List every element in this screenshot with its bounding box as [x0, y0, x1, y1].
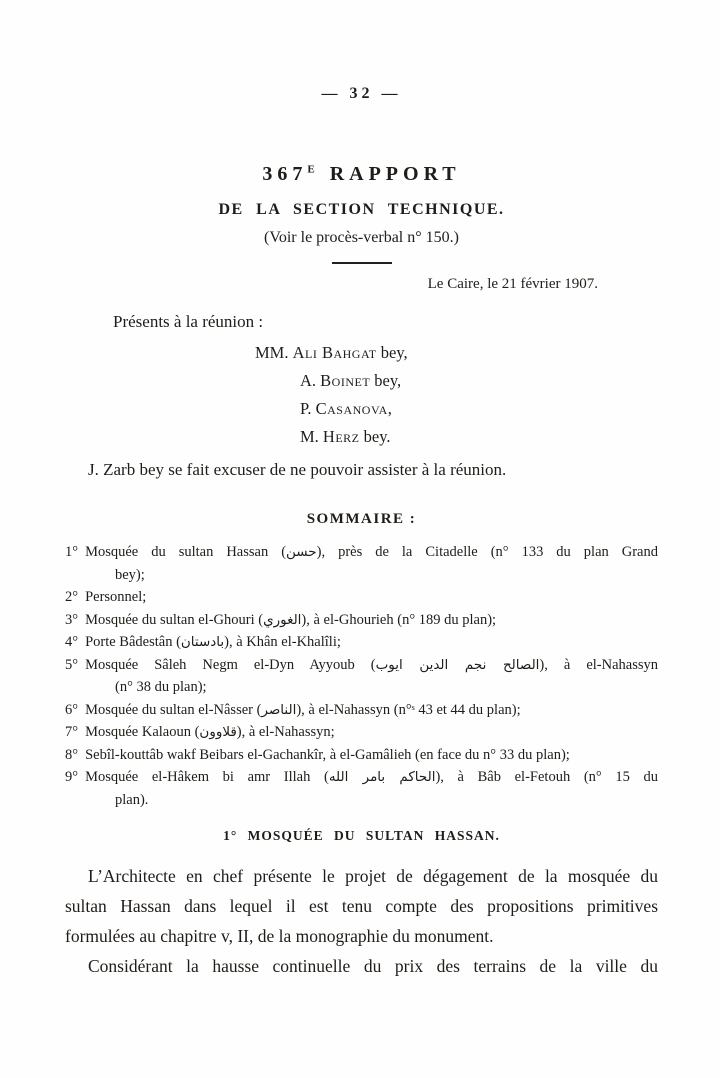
- sommaire-item: [65, 541, 658, 586]
- sommaire-item-line: [65, 631, 658, 654]
- sommaire-item-text: ), à el-Nahassyn;: [236, 724, 335, 740]
- divider-rule: [332, 262, 392, 264]
- sommaire-item-continuation: bey);: [115, 566, 145, 583]
- sommaire-item-text: Mosquée du sultan el-Ghouri (: [85, 611, 264, 628]
- sommaire-item-line: [65, 654, 658, 677]
- page-number: — 32 —: [321, 85, 402, 102]
- paragraph-line: L’Architecte en chef présente le projet de dégagement de la mosquée du: [88, 866, 658, 886]
- sommaire-item-arabic: الصالح نجم الدين ايوب: [375, 656, 540, 673]
- sommaire-item-line: [65, 766, 658, 789]
- attendee-name: Herz: [322, 427, 360, 446]
- sommaire-item-line: [65, 609, 658, 632]
- attendee-suffix: bey,: [370, 371, 402, 390]
- sommaire-item-arabic: قلاوون: [199, 724, 237, 740]
- sommaire-item-arabic: حسن: [286, 544, 317, 560]
- sommaire-item-line: [65, 586, 658, 609]
- sommaire-item-number: 3°: [65, 611, 79, 628]
- attendee-list: [65, 339, 658, 451]
- attendee-suffix: bey,: [376, 343, 408, 362]
- paragraph-line: formulées au chapitre v, II, de la monographie du monument.: [65, 926, 494, 946]
- attendee-suffix: ,: [387, 399, 392, 418]
- sommaire-item-arabic: بادستان: [180, 634, 225, 650]
- sommaire-item-text: ), à el-Nahassyn: [539, 656, 658, 673]
- dateline: Le Caire, le 21 février 1907.: [427, 276, 598, 292]
- attendee-line: [255, 395, 658, 423]
- sommaire-item-number: 6°: [65, 701, 79, 718]
- report-number-ordinal: E: [307, 163, 316, 176]
- sommaire-item-text: Porte Bâdestân (: [85, 634, 181, 650]
- attendee-line: [255, 423, 658, 451]
- sommaire-item-line: [65, 721, 658, 744]
- sommaire-item-arabic: الحاكم بامر الله: [328, 769, 436, 785]
- sommaire-item-number: 4°: [65, 634, 79, 650]
- attendee-line: [255, 367, 658, 395]
- sommaire-item-text: Mosquée du sultan el-Nâsser (: [85, 701, 262, 718]
- sommaire-item: [65, 586, 658, 609]
- attendee-prefix: M.: [300, 427, 323, 446]
- sommaire-item-number: 5°: [65, 656, 79, 673]
- sommaire-item-text: ), près de la Citadelle (n° 133 du plan Grand: [316, 544, 658, 560]
- paragraph: [65, 861, 658, 951]
- attendee-prefix: P.: [300, 399, 316, 418]
- sommaire-item-continuation: plan).: [115, 791, 149, 808]
- sommaire-item: [65, 631, 658, 654]
- sommaire-item: [65, 721, 658, 744]
- sommaire-item-number: 2°: [65, 589, 79, 605]
- attendee-suffix: bey.: [359, 427, 391, 446]
- attendee-name: Ali Bahgat: [292, 343, 377, 362]
- sommaire-item-line: [65, 541, 658, 564]
- sommaire-item-number: 8°: [65, 746, 79, 763]
- sommaire-item: [65, 699, 658, 722]
- sommaire-item-text: Mosquée du sultan Hassan (: [85, 544, 287, 560]
- sommaire-item: [65, 766, 658, 811]
- paragraph: [65, 951, 658, 981]
- sommaire-item-text: Mosquée Sâleh Negm el-Dyn Ayyoub (: [85, 656, 376, 673]
- sommaire-item-text: ), à Khân el-Khalîli;: [224, 634, 341, 650]
- paragraph-line: Considérant la hausse continuelle du prix des terrains de la ville du: [88, 956, 658, 976]
- body-paragraphs: [65, 861, 658, 981]
- sommaire-item: [65, 654, 658, 699]
- sommaire-item: [65, 744, 658, 767]
- sommaire-item-number: 1°: [65, 544, 79, 560]
- sommaire-item: [65, 609, 658, 632]
- sommaire-item-text: Mosquée el-Hâkem bi amr Illah (: [85, 769, 329, 785]
- summary-heading: SOMMAIRE :: [306, 511, 417, 527]
- sommaire-item-arabic: الناصر: [261, 701, 297, 718]
- attendance-intro: Présents à la réunion :: [113, 312, 264, 331]
- section-heading: 1° MOSQUÉE DU SULTAN HASSAN.: [223, 828, 500, 843]
- excused-note: J. Zarb bey se fait excuser de ne pouvoir assister à la réunion.: [88, 460, 507, 479]
- attendee-line: [255, 339, 658, 367]
- sommaire-item-line: [65, 744, 658, 767]
- sommaire-item-continuation: (n° 38 du plan);: [115, 679, 207, 695]
- sommaire-item-text: Mosquée Kalaoun (: [85, 724, 200, 740]
- sommaire-item-line: [65, 699, 658, 722]
- attendee-prefix: A.: [300, 371, 321, 390]
- sommaire-item-text: ), à el-Nahassyn (n°ˢ 43 et 44 du plan);: [296, 701, 521, 718]
- sommaire-item-text: ), à Bâb el-Fetouh (n° 15 du: [435, 769, 658, 785]
- sommaire-item-number: 9°: [65, 769, 79, 785]
- sommaire-list: [65, 541, 658, 811]
- paragraph-line: sultan Hassan dans lequel il est tenu compte des propositions primitives: [65, 896, 658, 916]
- page-content: [65, 0, 658, 981]
- attendee-prefix: MM.: [255, 343, 293, 362]
- sommaire-item-arabic: الغوري: [263, 611, 302, 628]
- sommaire-item-text: Personnel;: [85, 589, 147, 605]
- sommaire-item-text: ), à el-Ghourieh (n° 189 du plan);: [301, 611, 497, 628]
- report-title: [65, 163, 658, 186]
- attendee-name: Casanova: [315, 399, 388, 418]
- sommaire-item-number: 7°: [65, 724, 79, 740]
- proces-verbal-reference: (Voir le procès-verbal n° 150.): [264, 229, 459, 246]
- report-number: 367: [262, 163, 308, 185]
- report-subtitle: DE LA SECTION TECHNIQUE.: [218, 201, 505, 218]
- attendee-name: Boinet: [320, 371, 371, 390]
- sommaire-item-text: Sebîl-kouttâb wakf Beibars el-Gachankîr, à el-Gamâlieh (en face du n° 33 du plan);: [85, 746, 570, 763]
- report-title-word: RAPPORT: [329, 163, 461, 185]
